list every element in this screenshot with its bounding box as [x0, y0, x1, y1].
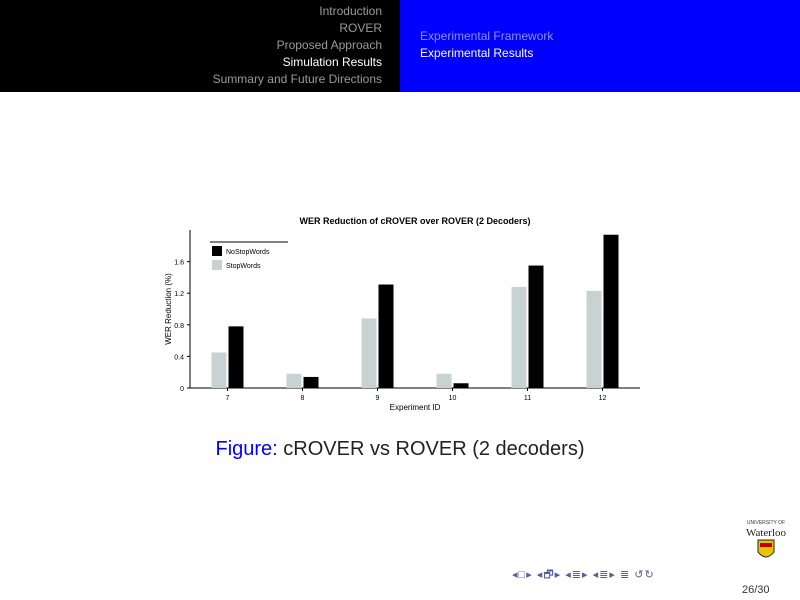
y-tick-label-1: 0.4 — [174, 354, 184, 362]
legend-swatch-stopwords — [212, 260, 222, 270]
bar-stopwords-8 — [287, 374, 302, 388]
nav-section-proposed-approach[interactable]: Proposed Approach — [276, 38, 382, 52]
bar-nostopwords-8 — [304, 377, 319, 388]
bar-nostopwords-7 — [229, 326, 244, 388]
nav-section-introduction[interactable]: Introduction — [319, 4, 382, 18]
back-icon[interactable]: ↺ — [634, 569, 645, 581]
page-number: 26/30 — [742, 584, 770, 596]
nav-prev-frame-icon[interactable]: ◂ — [512, 569, 519, 581]
x-tick-label-9: 9 — [375, 395, 380, 402]
svg-text:UNIVERSITY OF: UNIVERSITY OF — [746, 520, 786, 526]
section-nav — [213, 3, 382, 88]
nav-next-part-icon[interactable]: ▸ — [609, 569, 616, 581]
y-tick-label-2: 0.8 — [174, 322, 184, 330]
bar-nostopwords-10 — [454, 383, 469, 388]
subsection-icon[interactable]: 🗗 — [543, 569, 555, 581]
bar-nostopwords-9 — [379, 285, 394, 388]
nav-section-rover[interactable]: ROVER — [339, 21, 382, 35]
x-tick-label-10: 10 — [448, 395, 457, 402]
chart-title: WER Reduction of cROVER over ROVER (2 Decoders) — [299, 216, 531, 226]
figure-caption — [0, 438, 800, 461]
bar-chart — [160, 210, 650, 420]
logo-text: Waterloo — [745, 527, 787, 539]
nav-prev-section-icon[interactable]: ◂ — [565, 569, 572, 581]
crest-icon — [758, 540, 774, 557]
nav-subsection-experimental-results[interactable]: Experimental Results — [420, 46, 534, 60]
x-tick-label-7: 7 — [225, 395, 230, 402]
y-tick-label-0: 0 — [180, 386, 184, 393]
x-tick-label-11: 11 — [523, 395, 532, 402]
bar-stopwords-7 — [212, 352, 227, 388]
nav-section-simulation-results[interactable]: Simulation Results — [282, 55, 382, 69]
section-icon[interactable]: ≣ — [571, 569, 582, 581]
nav-prev-part-icon[interactable]: ◂ — [592, 569, 600, 581]
figure-caption-text: cROVER vs ROVER (2 decoders) — [283, 438, 585, 460]
bar-stopwords-10 — [437, 374, 452, 388]
part-icon[interactable]: ≣ — [599, 569, 610, 581]
bar-nostopwords-11 — [529, 266, 544, 388]
y-tick-label-4: 1.6 — [174, 259, 184, 267]
legend-swatch-nostopwords — [212, 246, 222, 256]
y-axis-label: WER Reduction (%) — [164, 273, 173, 345]
nav-next-subsection-icon[interactable]: ▸ — [554, 569, 562, 581]
x-tick-label-12: 12 — [598, 395, 607, 402]
subsection-nav — [420, 28, 553, 62]
beamer-navigation — [512, 566, 655, 585]
x-tick-label-8: 8 — [300, 395, 305, 402]
bar-nostopwords-12 — [604, 235, 619, 388]
section-nav-panel — [0, 0, 400, 92]
university-logo — [740, 516, 792, 566]
chart-svg — [160, 210, 650, 420]
x-axis-label: Experiment ID — [389, 403, 441, 412]
frame-icon[interactable]: □ — [518, 569, 527, 581]
figure-label: Figure: — [215, 438, 278, 460]
bar-stopwords-9 — [362, 318, 377, 388]
legend-label-stopwords: StopWords — [226, 263, 261, 270]
bar-stopwords-12 — [587, 291, 602, 388]
legend-label-nostopwords: NoStopWords — [226, 249, 270, 256]
document-icon[interactable]: ≣ — [619, 569, 631, 581]
nav-next-section-icon[interactable]: ▸ — [582, 569, 589, 581]
header-bar — [0, 0, 800, 92]
nav-section-summary[interactable]: Summary and Future Directions — [212, 72, 382, 86]
nav-prev-subsection-icon[interactable]: ◂ — [536, 569, 544, 581]
nav-next-frame-icon[interactable]: ▸ — [526, 569, 533, 581]
forward-icon[interactable]: ↻ — [644, 569, 655, 581]
nav-subsection-experimental-framework[interactable]: Experimental Framework — [420, 29, 554, 43]
bar-stopwords-11 — [512, 287, 527, 388]
y-tick-label-3: 1.2 — [174, 291, 184, 299]
subsection-nav-panel — [400, 0, 800, 92]
